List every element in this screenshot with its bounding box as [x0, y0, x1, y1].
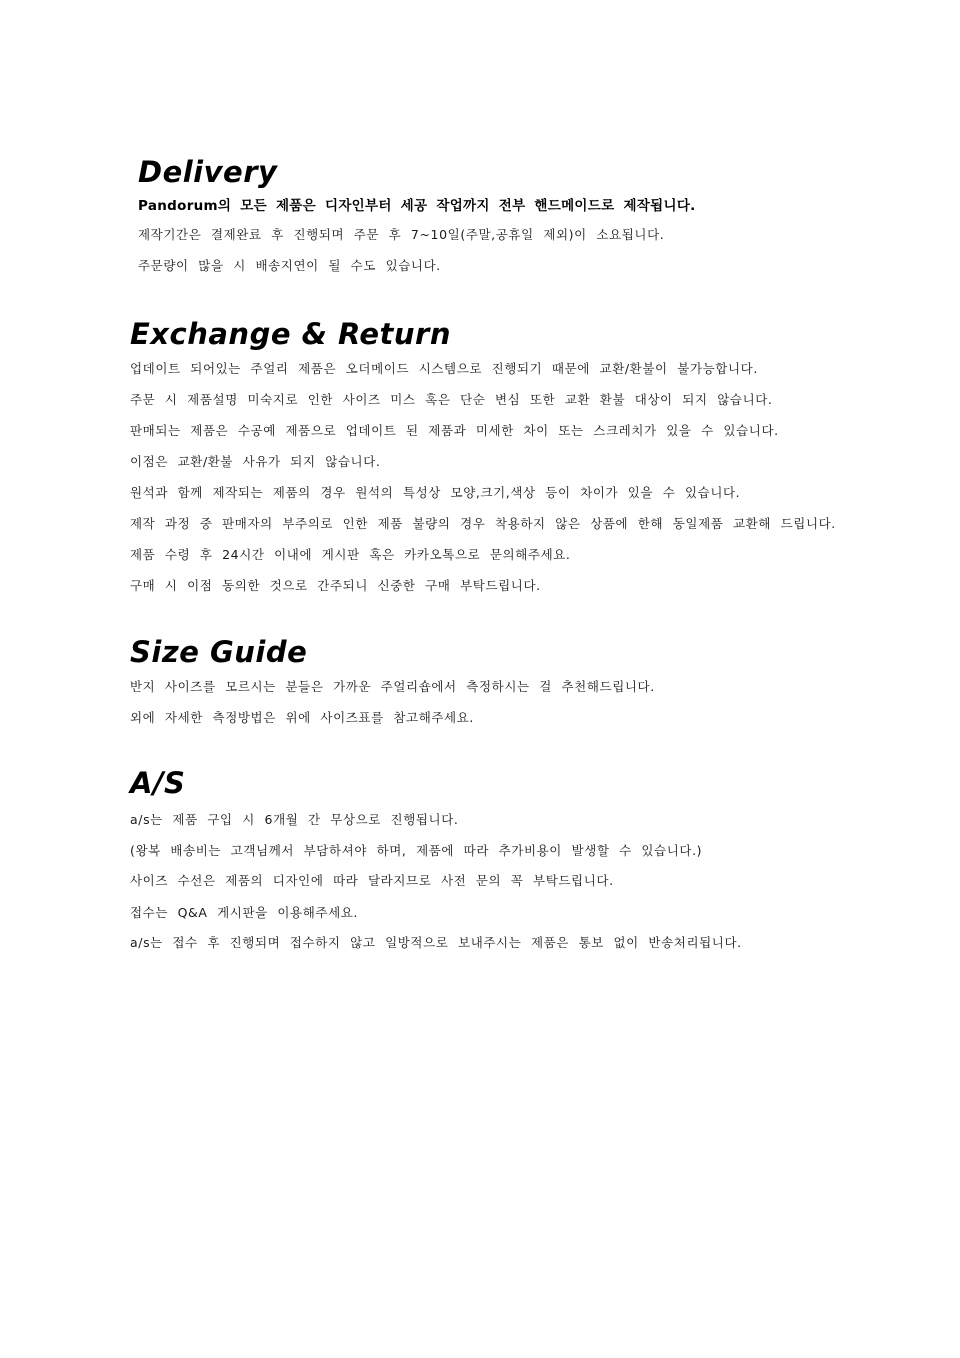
exchange-return-line: 주문 시 제품설명 미숙지로 인한 사이즈 미스 혹은 단순 변심 또한 교환 환불 대상이 되지 않습니다.: [130, 392, 773, 407]
as-line: 사이즈 수선은 제품의 디자인에 따라 달라지므로 사전 문의 꼭 부탁드립니다.: [130, 873, 614, 888]
delivery-line: Pandorum의 모든 제품은 디자인부터 세공 작업까지 전부 핸드메이드로 제작됩니다.: [138, 198, 696, 214]
as-line: a/s는 접수 후 진행되며 접수하지 않고 일방적으로 보내주시는 제품은 통보 없이 반송처리됩니다.: [130, 935, 742, 950]
size-guide-line: 반지 사이즈를 모르시는 분들은 가까운 주얼리숍에서 측정하시는 걸 추천해드립니다.: [130, 679, 655, 694]
exchange-return-line: 제작 과정 중 판매자의 부주의로 인한 제품 불량의 경우 착용하지 않은 상품에 한해 동일제품 교환해 드립니다.: [130, 516, 836, 531]
delivery-heading: Delivery: [138, 155, 278, 189]
as-heading: A/S: [130, 766, 186, 800]
as-line: (왕복 배송비는 고객님께서 부담하셔야 하며, 제품에 따라 추가비용이 발생할 수 있습니다.): [130, 843, 703, 858]
exchange-return-line: 업데이트 되어있는 주얼리 제품은 오더메이드 시스템으로 진행되기 때문에 교환/환불이 불가능합니다.: [130, 361, 758, 376]
size-guide-heading: Size Guide: [130, 635, 308, 669]
as-line: a/s는 제품 구입 시 6개월 간 무상으로 진행됩니다.: [130, 812, 459, 827]
exchange-return-line: 판매되는 제품은 수공예 제품으로 업데이트 된 제품과 미세한 차이 또는 스크레치가 있을 수 있습니다.: [130, 423, 779, 438]
as-line: 접수는 Q&A 게시판을 이용해주세요.: [130, 905, 359, 920]
exchange-return-line: 이점은 교환/환불 사유가 되지 않습니다.: [130, 454, 381, 469]
exchange-return-line: 구매 시 이점 동의한 것으로 간주되니 신중한 구매 부탁드립니다.: [130, 578, 541, 593]
exchange-return-heading: Exchange & Return: [130, 317, 451, 351]
delivery-line: 주문량이 많을 시 배송지연이 될 수도 있습니다.: [138, 258, 441, 273]
size-guide-line: 외에 자세한 측정방법은 위에 사이즈표를 참고해주세요.: [130, 710, 474, 725]
exchange-return-line: 제품 수령 후 24시간 이내에 게시판 혹은 카카오톡으로 문의해주세요.: [130, 547, 571, 562]
exchange-return-line: 원석과 함께 제작되는 제품의 경우 원석의 특성상 모양,크기,색상 등이 차이가 있을 수 있습니다.: [130, 485, 741, 500]
delivery-line: 제작기간은 결제완료 후 진행되며 주문 후 7~10일(주말,공휴일 제외)이 소요됩니다.: [138, 227, 665, 242]
